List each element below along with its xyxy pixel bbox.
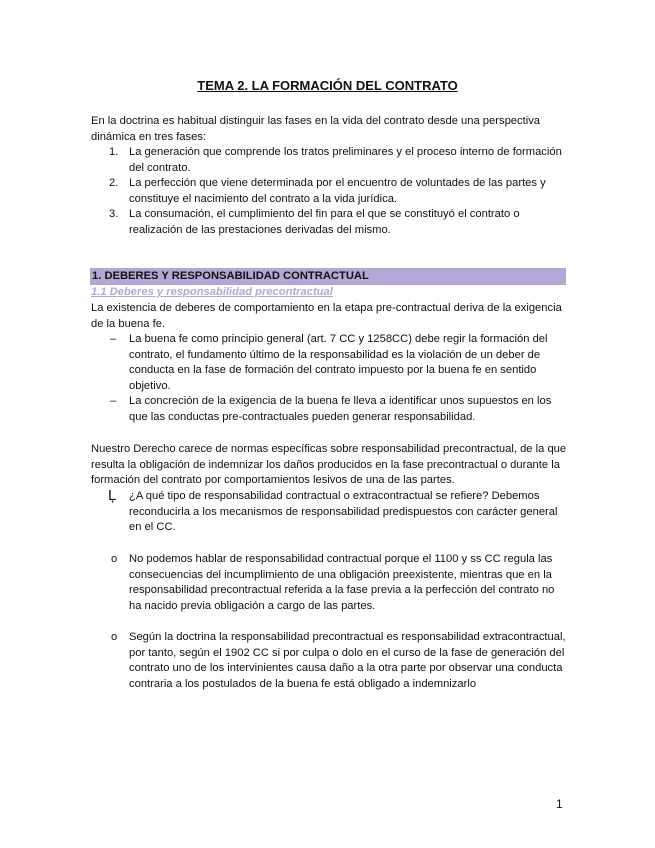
list-item xyxy=(91,630,569,692)
list-item xyxy=(91,207,569,238)
list-item-text: La perfección que viene determinada por el encuentro de voluntades de las partes y constituye el nacimiento del contrato a la vida jurídica. xyxy=(129,177,546,205)
section-heading: 1. DEBERES Y RESPONSABILIDAD CONTRACTUAL xyxy=(90,268,566,285)
list-item-text: La consumación, el cumplimiento del fin para el que se constituyó el contrato o realización de las prestaciones derivadas del mismo. xyxy=(129,208,520,236)
paragraph: Nuestro Derecho carece de normas específicas sobre responsabilidad precontractual, de la que resulta la obligación de indemnizar los daños producidos en la fase precontractual o durante la formación del contrato por comportamientos lesivos de una de las partes. xyxy=(91,443,567,487)
list-item-text: No podemos hablar de responsabilidad contractual porque el 1100 y ss CC regula las consecuencias del incumplimiento de una obligación preexistente, mientras que en la responsabilidad precontractual referida a la fase previa a la perfección del contrato no ha nacido previa obligación a cargo de las partes. xyxy=(129,553,555,612)
document-title: TEMA 2. LA FORMACIÓN DEL CONTRATO xyxy=(197,78,458,93)
list-item-text: La generación que comprende los tratos preliminares y el proceso interno de formación del contrato. xyxy=(129,146,562,174)
paragraph: La existencia de deberes de comportamiento en la etapa pre-contractual deriva de la exigencia de la buena fe. xyxy=(91,302,562,330)
list-item-text: La buena fe como principio general (art. 7 CC y 1258CC) debe regir la formación del contrato, el fundamento último de la responsabilidad es la violación de un deber de conducta en la fase de formación del contrato impuesto por la buena fe en sentido objetivo. xyxy=(129,333,548,392)
list-number: 2. xyxy=(109,177,119,190)
list-item xyxy=(91,489,569,536)
dash-list xyxy=(91,332,569,426)
list-item-text: La concreción de la exigencia de la buena fe lleva a identificar unos supuestos en los que las conductas pre-contractuales pueden generar responsabilidad. xyxy=(129,395,552,423)
list-number: 3. xyxy=(109,208,119,221)
dash-bullet: – xyxy=(110,395,117,408)
list-number: 1. xyxy=(109,146,119,158)
list-item xyxy=(91,552,569,614)
subsection-heading: 1.1 Deberes y responsabilidad precontractual xyxy=(91,286,333,298)
list-item xyxy=(91,145,569,176)
intro-paragraph: En la doctrina es habitual distinguir las fases en la vida del contrato desde una perspectiva dinámica en tres fases: xyxy=(91,115,541,143)
list-item xyxy=(91,176,569,207)
list-item xyxy=(91,332,569,394)
dash-bullet: – xyxy=(110,333,117,345)
circle-bullet: o xyxy=(111,631,118,643)
list-item-text: Según la doctrina la responsabilidad precontractual es responsabilidad extracontractual, por tanto, según el 1902 CC si por culpa o dolo en el curso de la fase de generación del contrato uno de los intervinientes causa daño a la otra parte por observar una conducta contraria a los postulados de la buena fe está obligado a indemnizarlo xyxy=(129,631,566,690)
list-item-text: ¿A qué tipo de responsabilidad contractual o extracontractual se refiere? Debemos reconducirla a los mecanismos de responsabilidad predispuestos con carácter general en el CC. xyxy=(129,490,558,534)
page-number: 1 xyxy=(556,797,563,811)
phases-list xyxy=(91,145,569,239)
arrow-bullet: Ļ xyxy=(108,487,117,504)
circle-bullet: o xyxy=(111,553,118,565)
list-item xyxy=(91,394,569,425)
